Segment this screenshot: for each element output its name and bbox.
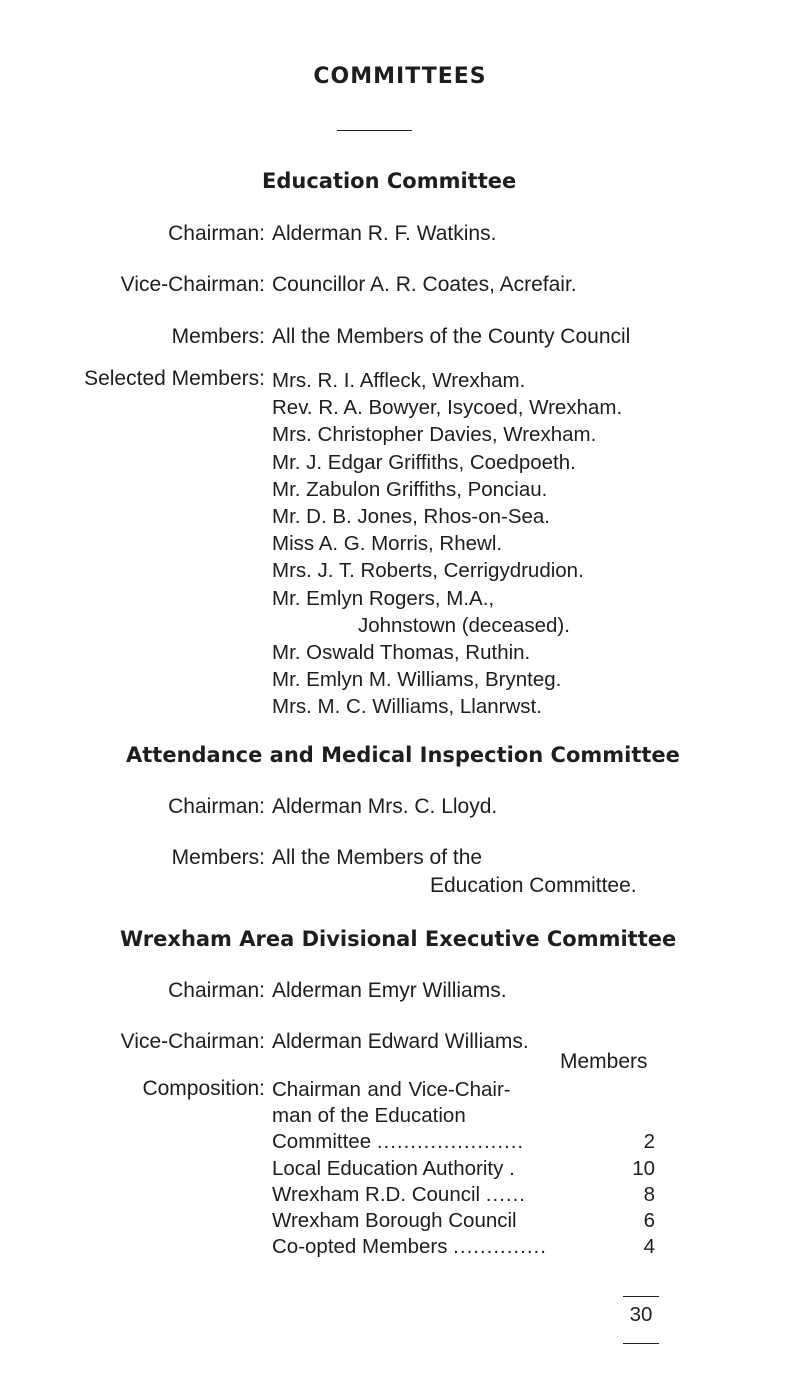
list-item bbox=[272, 1182, 655, 1208]
composition-total: 30 bbox=[629, 1303, 653, 1326]
total-rule-bottom bbox=[623, 1343, 659, 1344]
list-item: Mr. Zabulon Griffiths, Ponciau. bbox=[272, 477, 548, 501]
wrx-chairman-value: Alderman Emyr Williams. bbox=[272, 979, 507, 1002]
dot-leader: ...................... bbox=[376, 1130, 525, 1154]
dot-leader: . bbox=[509, 1156, 516, 1180]
wrx-vice-chairman-value: Alderman Edward Williams. bbox=[272, 1030, 529, 1053]
att-members-value-line1: All the Members of the bbox=[272, 846, 483, 869]
page-title: COMMITTEES bbox=[313, 64, 487, 89]
edu-vice-chairman-label: Vice-Chairman: bbox=[120, 273, 265, 296]
att-chairman-label: Chairman: bbox=[168, 795, 265, 818]
total-rule-top bbox=[623, 1296, 659, 1297]
composition-count: 2 bbox=[643, 1130, 655, 1154]
list-item: Miss A. G. Morris, Rhewl. bbox=[272, 532, 503, 556]
composition-count: 8 bbox=[643, 1182, 655, 1206]
composition-name: Local Education Authority bbox=[272, 1156, 504, 1180]
members-column-header: Members bbox=[560, 1050, 648, 1073]
list-item bbox=[272, 1234, 655, 1260]
list-item: Mr. J. Edgar Griffiths, Coedpoeth. bbox=[272, 450, 576, 474]
wrexham-committee-heading: Wrexham Area Divisional Executive Committee bbox=[120, 927, 677, 951]
edu-selected-members-label: Selected Members: bbox=[84, 367, 265, 390]
list-item: Mrs. R. I. Affleck, Wrexham. bbox=[272, 369, 526, 392]
composition-count: 4 bbox=[643, 1235, 655, 1259]
title-divider bbox=[337, 130, 412, 131]
composition-list bbox=[272, 1077, 655, 1260]
list-item bbox=[272, 1129, 655, 1155]
selected-members-list bbox=[272, 367, 622, 721]
list-item: Mr. Oswald Thomas, Ruthin. bbox=[272, 641, 531, 665]
education-committee-heading: Education Committee bbox=[262, 169, 517, 193]
list-item: Mr. D. B. Jones, Rhos-on-Sea. bbox=[272, 505, 551, 529]
list-item bbox=[272, 1077, 655, 1103]
composition-count: 10 bbox=[632, 1156, 655, 1180]
composition-name: Co-opted Members bbox=[272, 1235, 448, 1259]
composition-count: 6 bbox=[643, 1209, 655, 1233]
composition-name: man of the Education bbox=[272, 1104, 466, 1128]
edu-chairman-label: Chairman: bbox=[168, 222, 265, 245]
edu-members-label: Members: bbox=[171, 325, 265, 348]
composition-name: Wrexham Borough Council bbox=[272, 1209, 517, 1233]
attendance-committee-heading: Attendance and Medical Inspection Committee bbox=[126, 743, 680, 767]
composition-name: Committee bbox=[272, 1130, 372, 1154]
list-item: Mrs. M. C. Williams, Llanrwst. bbox=[272, 695, 542, 719]
list-item: Johnstown (deceased). bbox=[358, 613, 570, 637]
composition-name: Chairman and Vice-Chair- bbox=[272, 1078, 511, 1101]
edu-members-value: All the Members of the County Council bbox=[272, 325, 631, 348]
edu-vice-chairman-value: Councillor A. R. Coates, Acrefair. bbox=[272, 273, 577, 296]
list-item: Mrs. Christopher Davies, Wrexham. bbox=[272, 423, 597, 447]
edu-chairman-value: Alderman R. F. Watkins. bbox=[272, 222, 497, 245]
att-members-value-line2: Education Committee. bbox=[430, 874, 637, 897]
wrx-composition-label: Composition: bbox=[142, 1077, 265, 1100]
list-item: Mrs. J. T. Roberts, Cerrigydrudion. bbox=[272, 559, 584, 583]
list-item bbox=[272, 1208, 655, 1234]
list-item bbox=[272, 1156, 655, 1182]
list-item: Mr. Emlyn M. Williams, Brynteg. bbox=[272, 668, 562, 692]
wrx-vice-chairman-label: Vice-Chairman: bbox=[120, 1030, 265, 1053]
att-chairman-value: Alderman Mrs. C. Lloyd. bbox=[272, 795, 498, 818]
list-item: Mr. Emlyn Rogers, M.A., bbox=[272, 586, 495, 610]
list-item bbox=[272, 1103, 655, 1129]
wrx-chairman-label: Chairman: bbox=[168, 979, 265, 1002]
composition-name: Wrexham R.D. Council bbox=[272, 1182, 481, 1206]
dot-leader: .............. bbox=[453, 1235, 547, 1259]
list-item: Rev. R. A. Bowyer, Isycoed, Wrexham. bbox=[272, 396, 623, 420]
att-members-label: Members: bbox=[171, 846, 265, 869]
dot-leader: ...... bbox=[485, 1182, 526, 1206]
